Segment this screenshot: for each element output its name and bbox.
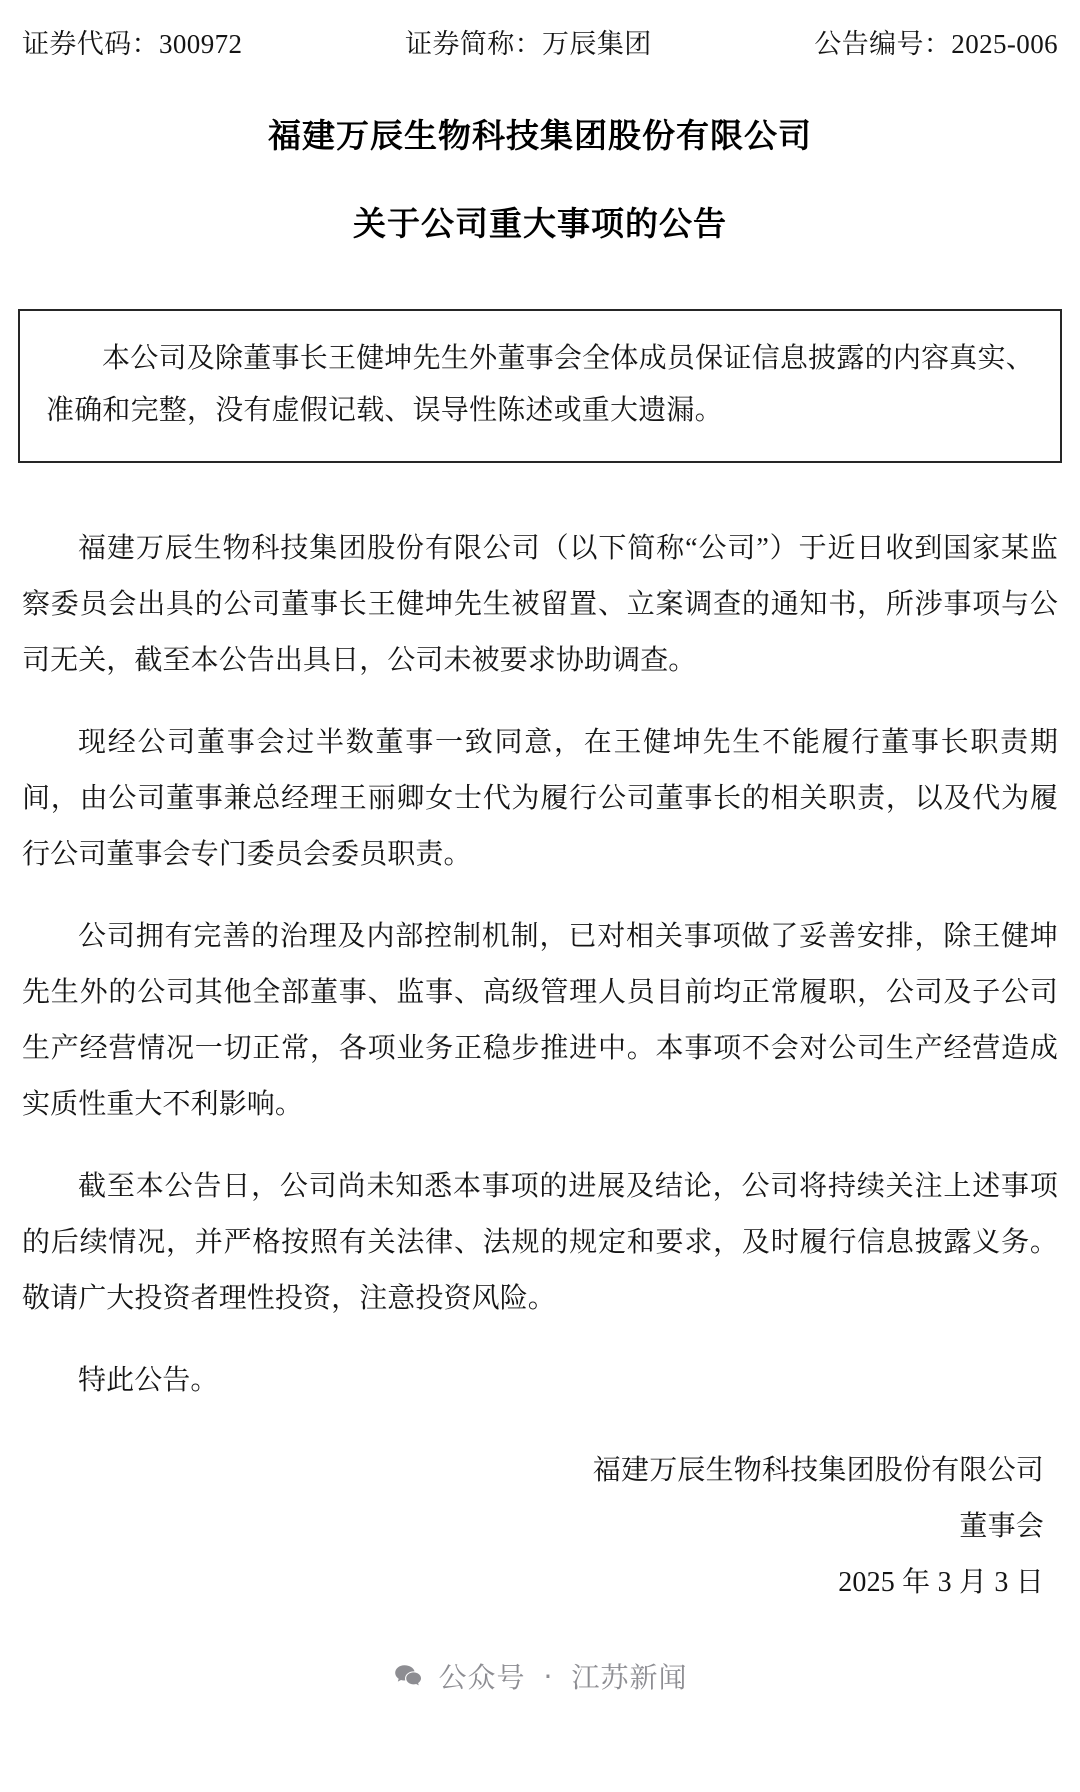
body-paragraph-1: 福建万辰生物科技集团股份有限公司（以下简称“公司”）于近日收到国家某监察委员会出具的公司董事长王健坤先生被留置、立案调查的通知书，所涉事项与公司无关，截至本公告出具日，公司未被要求协助调查。 (22, 532, 1058, 676)
body-closing-note: 特此公告。 (78, 1364, 219, 1396)
signature-date: 2025 年 3 月 3 日 (838, 1566, 1044, 1598)
document-header (0, 0, 1080, 61)
disclaimer-text: 本公司及除董事长王健坤先生外董事会全体成员保证信息披露的内容真实、准确和完整，没有虚假记载、误导性陈述或重大遗漏。 (46, 343, 1034, 427)
watermark-account: 江苏新闻 (571, 1661, 688, 1694)
body-paragraph-4: 截至本公告日，公司尚未知悉本事项的进展及结论，公司将持续关注上述事项的后续情况，并严格按照有关法律、法规的规定和要求，及时履行信息披露义务。敬请广大投资者理性投资，注意投资风险。 (22, 1170, 1058, 1314)
body-paragraph-3: 公司拥有完善的治理及内部控制机制，已对相关事项做了妥善安排，除王健坤先生外的公司其他全部董事、监事、高级管理人员目前均正常履职，公司及子公司生产经营情况一切正常，各项业务正稳步推进中。本事项不会对公司生产经营造成实质性重大不利影响。 (22, 920, 1058, 1120)
page-title-company: 福建万辰生物科技集团股份有限公司 (268, 116, 812, 155)
title-block (0, 113, 1080, 247)
security-code: 证券代码：300972 (22, 29, 243, 59)
signature-issuer: 董事会 (959, 1510, 1044, 1542)
watermark-prefix: 公众号 (438, 1661, 526, 1694)
signature-block (22, 1443, 1044, 1611)
wechat-official-account-icon (393, 1661, 423, 1691)
body-paragraph-2: 现经公司董事会过半数董事一致同意，在王健坤先生不能履行董事长职责期间，由公司董事兼总经理王丽卿女士代为履行公司董事长的相关职责，以及代为履行公司董事会专门委员会委员职责。 (22, 726, 1058, 870)
watermark-separator: · (543, 1659, 554, 1693)
security-short-name: 证券简称：万辰集团 (405, 29, 652, 59)
disclaimer-box (18, 309, 1062, 463)
signature-company: 福建万辰生物科技集团股份有限公司 (592, 1454, 1044, 1486)
body-content (22, 521, 1058, 1409)
watermark (0, 1656, 1080, 1696)
announcement-number: 公告编号：2025-006 (814, 29, 1058, 59)
page-title-subject: 关于公司重大事项的公告 (353, 204, 727, 244)
